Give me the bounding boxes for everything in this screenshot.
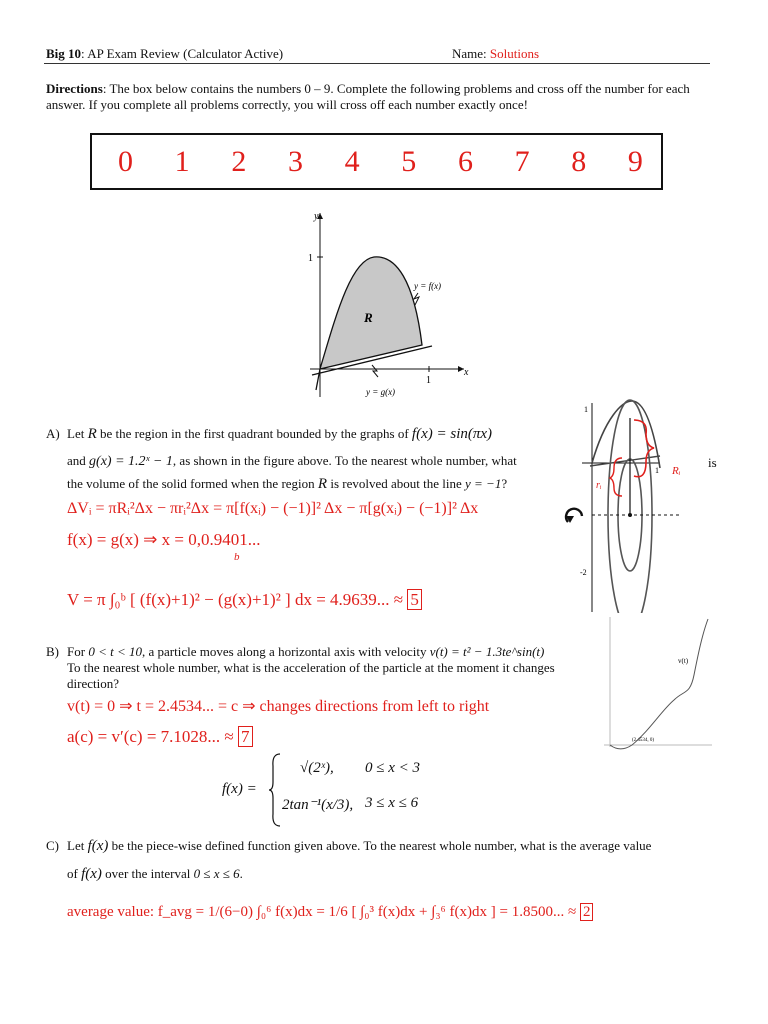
pa-gdef: g(x) = 1.2ˣ − 1 xyxy=(89,454,173,469)
velocity-graph xyxy=(602,615,714,753)
pa-fdef: f(x) = sin(πx) xyxy=(411,426,493,442)
pa-lineeq: y = −1 xyxy=(465,476,502,491)
revolution-graph xyxy=(560,398,710,613)
header-name xyxy=(452,46,539,62)
g-label: y = g(x) xyxy=(366,387,396,397)
problem-b-line2: To the nearest whole number, what is the acceleration of the particle at the moment it changes direction? xyxy=(67,660,555,691)
rev-ym2: -2 xyxy=(580,568,587,577)
pw-brace xyxy=(268,752,282,828)
number-2: 2 xyxy=(231,144,247,178)
pa-sol2 xyxy=(67,530,260,550)
pb-sol2 xyxy=(67,727,253,747)
pb-interval: 0 < t < 10 xyxy=(88,644,142,659)
number-row xyxy=(92,135,661,188)
pw-case2-cond: 3 ≤ x ≤ 6 xyxy=(365,795,419,811)
pa-sol1: ΔVᵢ = πRᵢ²Δx − πrᵢ²Δx = π[f(xᵢ) − (−1)]² Δx − π[g(xᵢ) − (−1)]² Δx xyxy=(67,500,479,517)
pa-sol2-text: f(x) = g(x) ⇒ x = 0,0.9401... xyxy=(67,530,261,549)
rev-R-label: Rᵢ xyxy=(672,465,681,477)
number-7: 7 xyxy=(514,144,530,178)
header-title-rest: : AP Exam Review (Calculator Active) xyxy=(81,46,284,61)
number-6: 6 xyxy=(457,144,473,178)
directions-label: Directions xyxy=(46,81,103,96)
pa-l3b: is revolved about the line xyxy=(327,476,466,491)
pc-end: . xyxy=(239,866,243,881)
pb-l1a: For xyxy=(67,644,89,659)
rev-r-brace xyxy=(610,458,622,496)
pc-interval: 0 ≤ x ≤ 6 xyxy=(193,866,240,881)
pa-l2b: , as shown in the figure above. To the nearest whole number, what xyxy=(172,453,517,468)
pa-l1b: be the region in the first quadrant bounded by the graphs of xyxy=(96,426,412,441)
pb-l1b: , a particle moves along a horizontal axis with velocity xyxy=(141,644,430,659)
pa-sol2-b: b xyxy=(234,551,240,563)
pc-answer: 2 xyxy=(580,903,594,921)
pc-sol-label: average value: xyxy=(67,904,158,920)
pc-l1b: be the piece-wise defined function given above. To the nearest whole number, what is the average value xyxy=(108,838,652,853)
number-1: 1 xyxy=(174,144,190,178)
problem-b-letter: B) xyxy=(46,644,59,659)
pa-sol3 xyxy=(67,590,422,610)
problem-a-line2 xyxy=(67,453,587,470)
pc-l1a: Let xyxy=(67,838,88,853)
pa-R2: R xyxy=(317,476,328,492)
name-label: Name: xyxy=(452,46,490,61)
pb-sol2-text: a(c) = v′(c) = 7.1028... ≈ xyxy=(67,727,239,746)
pw-case1-cond: 0 ≤ x < 3 xyxy=(365,760,421,776)
pa-q: ? xyxy=(501,476,508,491)
problem-b-line1 xyxy=(67,644,597,660)
f-label: y = f(x) xyxy=(414,281,442,291)
problem-a-line1 xyxy=(67,426,567,442)
header-rule xyxy=(44,63,710,64)
directions xyxy=(46,81,714,113)
pb-vdef: v(t) = t² − 1.3te^sin(t) xyxy=(429,644,545,659)
rev-x1: 1 xyxy=(655,466,659,475)
pc-l2b: over the interval xyxy=(101,866,194,881)
x-tick-label: 1 xyxy=(426,375,431,386)
number-9: 9 xyxy=(627,144,643,178)
directions-text: : The box below contains the numbers 0 – 9. Complete the following problems and cross off the number for each answer. If you complete all problems correctly, you will cross off each number exactly once! xyxy=(46,81,690,112)
vel-curve xyxy=(610,619,708,749)
rev-y1: 1 xyxy=(584,405,588,414)
pa-is: is xyxy=(708,455,717,470)
number-0: 0 xyxy=(118,144,133,178)
problem-c-line1 xyxy=(67,838,727,854)
pb-sol1: v(t) = 0 ⇒ t = 2.4534... = c ⇒ changes directions from left to right xyxy=(67,698,490,715)
vel-point-label: (2.4534, 0) xyxy=(632,738,655,743)
pa-R: R xyxy=(87,426,97,442)
pc-sol xyxy=(67,904,593,921)
pw-case2-expr: 2tan⁻¹(x/3), xyxy=(282,797,354,813)
pa-l3a: the volume of the solid formed when the region xyxy=(67,476,318,491)
pa-answer: 5 xyxy=(407,589,422,610)
pc-l2a: of xyxy=(67,866,82,881)
pa-sol3-text: V = π ∫₀ᵇ [ (f(x)+1)² − (g(x)+1)² ] dx = 4.9639... ≈ xyxy=(67,590,408,609)
header-title xyxy=(46,46,283,62)
problem-a-line3 xyxy=(67,476,587,492)
number-3: 3 xyxy=(287,144,303,178)
pb-answer: 7 xyxy=(238,726,253,747)
rev-r-label: rᵢ xyxy=(596,480,602,491)
number-4: 4 xyxy=(344,144,360,178)
pc-sol-text: f_avg = 1/(6−0) ∫₀⁶ f(x)dx = 1/6 [ ∫₀³ f(x)dx + ∫₃⁶ f(x)dx ] = 1.8500... ≈ xyxy=(157,904,580,920)
x-axis-label: x xyxy=(464,367,469,378)
header-title-bold: Big 10 xyxy=(46,46,82,61)
pw-lhs: f(x) = xyxy=(222,781,257,797)
number-box xyxy=(90,133,663,190)
pa-l1a: Let xyxy=(67,426,88,441)
pa-l2a: and xyxy=(67,453,90,468)
vel-label: v(t) xyxy=(678,657,689,665)
pc-fx2: f(x) xyxy=(81,866,102,882)
y-tick-label: 1 xyxy=(308,253,313,264)
pw-brace-path xyxy=(269,754,280,826)
pw-case1-expr: √(2ˣ), xyxy=(300,760,334,776)
problem-c-line2 xyxy=(67,866,243,882)
number-8: 8 xyxy=(571,144,587,178)
problem-c-letter: C) xyxy=(46,838,59,853)
rev-center-dot xyxy=(628,513,632,517)
pc-fx: f(x) xyxy=(87,838,109,854)
f-curve-ext xyxy=(316,369,320,390)
name-value: Solutions xyxy=(489,46,540,61)
g-label-squiggle xyxy=(372,365,378,377)
problem-a-letter: A) xyxy=(46,426,60,441)
region-figure xyxy=(296,205,476,405)
number-5: 5 xyxy=(401,144,417,178)
region-label: R xyxy=(364,310,373,325)
y-axis-label: y xyxy=(314,211,319,222)
